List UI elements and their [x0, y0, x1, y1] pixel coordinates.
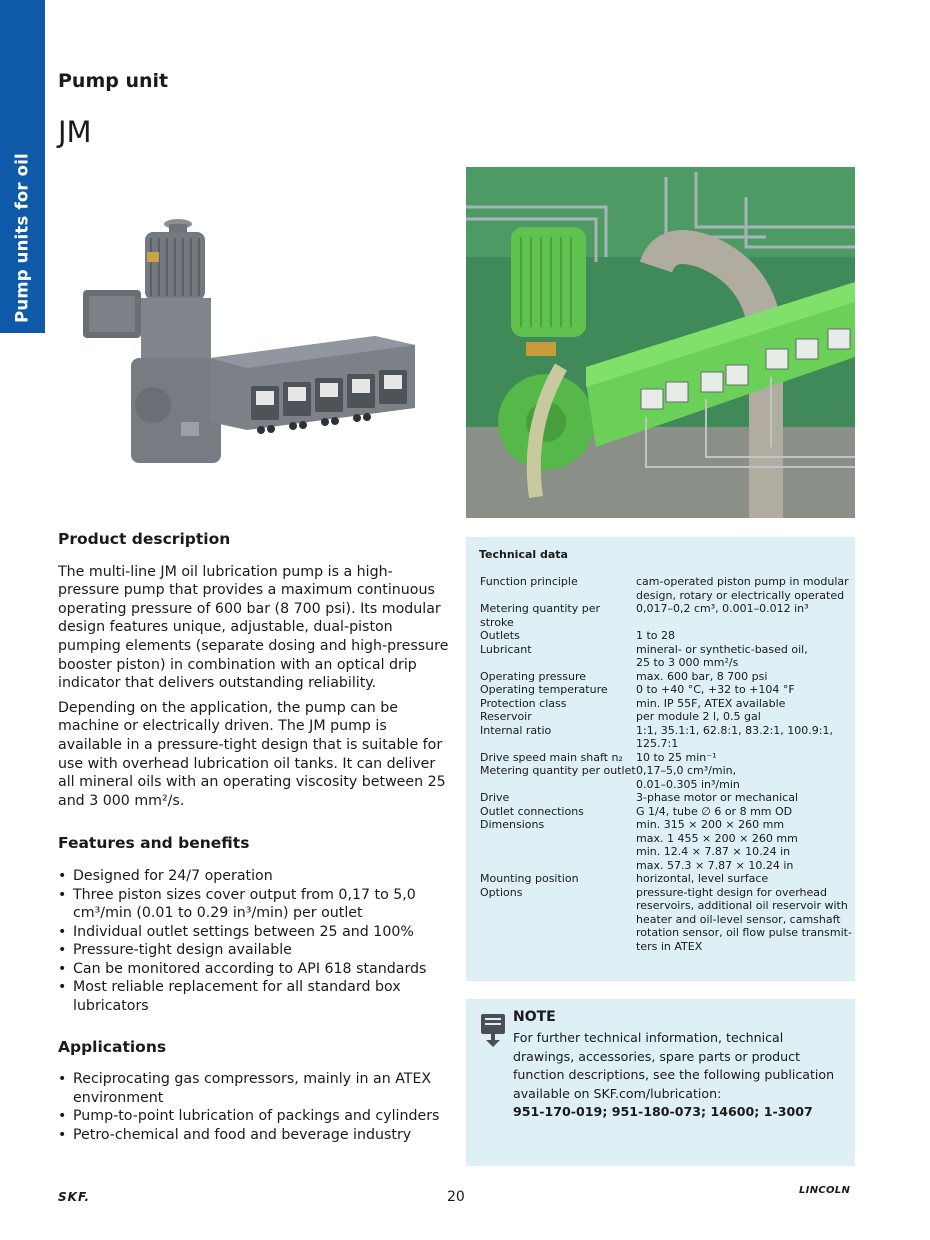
- technical-data-label: Protection class: [480, 696, 567, 710]
- installation-photo: [466, 167, 855, 518]
- technical-data-row: [480, 697, 850, 711]
- technical-data-row: [480, 886, 850, 954]
- application-item: • Reciprocating gas compressors, mainly in an ATEX environment: [58, 1070, 450, 1107]
- technical-data-label: Outlet connections: [480, 804, 584, 818]
- technical-data-label: Function principle: [480, 575, 578, 588]
- feature-item: • Pressure-tight design available: [58, 941, 450, 960]
- note-box: [466, 999, 855, 1166]
- technical-data-value: [636, 791, 850, 805]
- application-item: • Pump-to-point lubrication of packings and cylinders: [58, 1107, 450, 1126]
- product-title: JM: [58, 115, 92, 149]
- technical-data-value: [636, 872, 850, 886]
- technical-data-value-line: ters in ATEX: [636, 939, 703, 953]
- description-heading: Product description: [58, 530, 231, 548]
- technical-data-label: Metering quantity per stroke: [480, 602, 600, 629]
- technical-data-value: [636, 670, 850, 684]
- technical-data-row: [480, 724, 850, 751]
- left-column: [58, 530, 450, 1145]
- technical-data-value-line: 1 to 28: [636, 629, 676, 642]
- technical-data-table: [480, 575, 850, 953]
- technical-data-value: [636, 886, 852, 954]
- technical-data-value-line: per module 2 l, 0.5 gal: [636, 710, 761, 723]
- application-item: • Petro-chemical and food and beverage industry: [58, 1126, 450, 1145]
- technical-data-value-line: min. 12.4 × 7.87 × 10.24 in: [636, 845, 791, 858]
- technical-data-value-line: cam-operated piston pump in modular: [636, 575, 849, 588]
- technical-data-value-line: 3-phase motor or mechanical: [636, 791, 799, 804]
- technical-data-row: [480, 818, 850, 872]
- technical-data-label: Lubricant: [480, 642, 532, 656]
- technical-data-value-line: max. 1 455 × 200 × 260 mm: [636, 831, 798, 845]
- technical-data-value: [636, 805, 850, 819]
- technical-data-label: Drive speed main shaft n₂: [480, 750, 623, 764]
- technical-data-value: [636, 575, 850, 602]
- technical-data-row: [480, 751, 850, 765]
- technical-data-value: [636, 751, 850, 765]
- technical-data-value: [636, 643, 850, 670]
- note-references: 951-170-019; 951-180-073; 14600; 1-3007: [513, 1104, 813, 1119]
- technical-data-label: Operating pressure: [480, 669, 587, 683]
- technical-data-row: [480, 764, 850, 791]
- technical-data-value-line: min. 315 × 200 × 260 mm: [636, 818, 785, 831]
- technical-data-value-line: 125.7:1: [636, 737, 679, 750]
- technical-data-value: [636, 697, 850, 711]
- technical-data-value: [636, 818, 850, 872]
- technical-data-value: [636, 683, 850, 697]
- technical-data-row: [480, 805, 850, 819]
- technical-data-value-line: rotation sensor, oil flow pulse transmit-: [636, 926, 852, 939]
- technical-data-label: Mounting position: [480, 872, 579, 885]
- technical-data-value-line: horizontal, level surface: [636, 872, 769, 885]
- technical-data-value: [636, 764, 850, 791]
- technical-data-label: Options: [480, 885, 523, 899]
- technical-data-value-line: min. IP 55F, ATEX available: [636, 696, 786, 710]
- technical-data-row: [480, 643, 850, 670]
- side-section-tab: [0, 0, 45, 333]
- technical-data-value-line: 0,017–0,2 cm³, 0.001–0.012 in³: [636, 602, 809, 615]
- technical-data-label: Reservoir: [480, 710, 532, 723]
- description-paragraph-1: The multi-line JM oil lubrication pump is a high-pressure pump that provides a maximum continuous operating pressure of 600 bar (8 700 psi). Its modular design features unique, adjustable, dual-piston pumping elements (separate dosing and high-pressure booster piston) in combination with an optical drip indicator that delivers outstanding reliability.: [58, 563, 449, 692]
- technical-data-title: Technical data: [479, 548, 568, 561]
- technical-data-row: [480, 670, 850, 684]
- technical-data-label: Internal ratio: [480, 723, 552, 737]
- technical-data-row: [480, 710, 850, 724]
- technical-data-label: Drive: [480, 791, 510, 804]
- feature-item: • Individual outlet settings between 25 and 100%: [58, 923, 450, 942]
- document-download-icon: [478, 1012, 508, 1048]
- description-paragraph-2: Depending on the application, the pump can be machine or electrically driven. The JM pump is available in a pressure-tight design that is suitable for use with overhead lubrication oil tanks. It can deliver all mineral oils with an operating viscosity between 25 and 3 000 mm²/s.: [58, 699, 446, 809]
- technical-data-value-line: 25 to 3 000 mm²/s: [636, 656, 739, 669]
- features-heading: Features and benefits: [58, 834, 250, 853]
- technical-data-value-line: 0,17–5,0 cm³/min,: [636, 764, 737, 777]
- skf-logo: SKF.: [58, 1190, 91, 1204]
- technical-data-value-line: 0.01–0.305 in³/min: [636, 777, 740, 791]
- technical-data-value-line: 0 to +40 °C, +32 to +104 °F: [636, 683, 795, 696]
- technical-data-row: [480, 683, 850, 697]
- technical-data-value-line: design, rotary or electrically operated: [636, 588, 845, 602]
- applications-list: [58, 1070, 450, 1144]
- technical-data-label: Metering quantity per outlet: [480, 764, 636, 777]
- technical-data-label: Dimensions: [480, 818, 545, 831]
- technical-data-value: [636, 724, 850, 751]
- technical-data-value-line: 10 to 25 min⁻¹: [636, 750, 717, 764]
- side-tab-label: Pump units for oil: [12, 153, 32, 323]
- page-number: 20: [447, 1189, 465, 1205]
- technical-data-label: Outlets: [480, 629, 520, 642]
- technical-data-value-line: mineral- or synthetic-based oil,: [636, 642, 808, 656]
- technical-data-value: [636, 629, 850, 643]
- feature-item: • Designed for 24/7 operation: [58, 867, 450, 886]
- feature-item: • Three piston sizes cover output from 0,17 to 5,0 cm³/min (0.01 to 0.29 in³/min) per outlet: [58, 886, 450, 923]
- feature-item: • Can be monitored according to API 618 standards: [58, 960, 450, 979]
- technical-data-row: [480, 791, 850, 805]
- technical-data-value-line: max. 600 bar, 8 700 psi: [636, 669, 768, 683]
- technical-data-row: [480, 872, 850, 886]
- technical-data-value-line: G 1/4, tube ∅ 6 or 8 mm OD: [636, 804, 793, 818]
- note-title: NOTE: [513, 1009, 556, 1025]
- technical-data-value: [636, 710, 850, 724]
- section-label: Pump unit: [58, 70, 169, 92]
- features-list: [58, 867, 450, 1016]
- technical-data-value-line: heater and oil-level sensor, camshaft: [636, 912, 841, 926]
- technical-data-value-line: max. 57.3 × 7.87 × 10.24 in: [636, 858, 794, 872]
- technical-data-box: [466, 537, 855, 981]
- lincoln-logo: LINCOLN: [799, 1185, 851, 1196]
- feature-item: • Most reliable replacement for all standard box lubricators: [58, 978, 450, 1015]
- technical-data-row: [480, 575, 850, 602]
- technical-data-value: [636, 602, 850, 629]
- technical-data-row: [480, 629, 850, 643]
- pump-unit-photo: [75, 210, 415, 475]
- note-body: [513, 1029, 843, 1122]
- technical-data-value-line: 1:1, 35.1:1, 62.8:1, 83.2:1, 100.9:1,: [636, 723, 833, 737]
- technical-data-value-line: reservoirs, additional oil reservoir with: [636, 899, 848, 912]
- technical-data-label: Operating temperature: [480, 683, 608, 696]
- applications-heading: Applications: [58, 1037, 167, 1056]
- technical-data-value-line: pressure-tight design for overhead: [636, 885, 828, 899]
- technical-data-row: [480, 602, 850, 629]
- note-text: For further technical information, technical drawings, accessories, spare parts or product function descriptions, see the following publication available on SKF.com/lubrication:: [513, 1030, 835, 1101]
